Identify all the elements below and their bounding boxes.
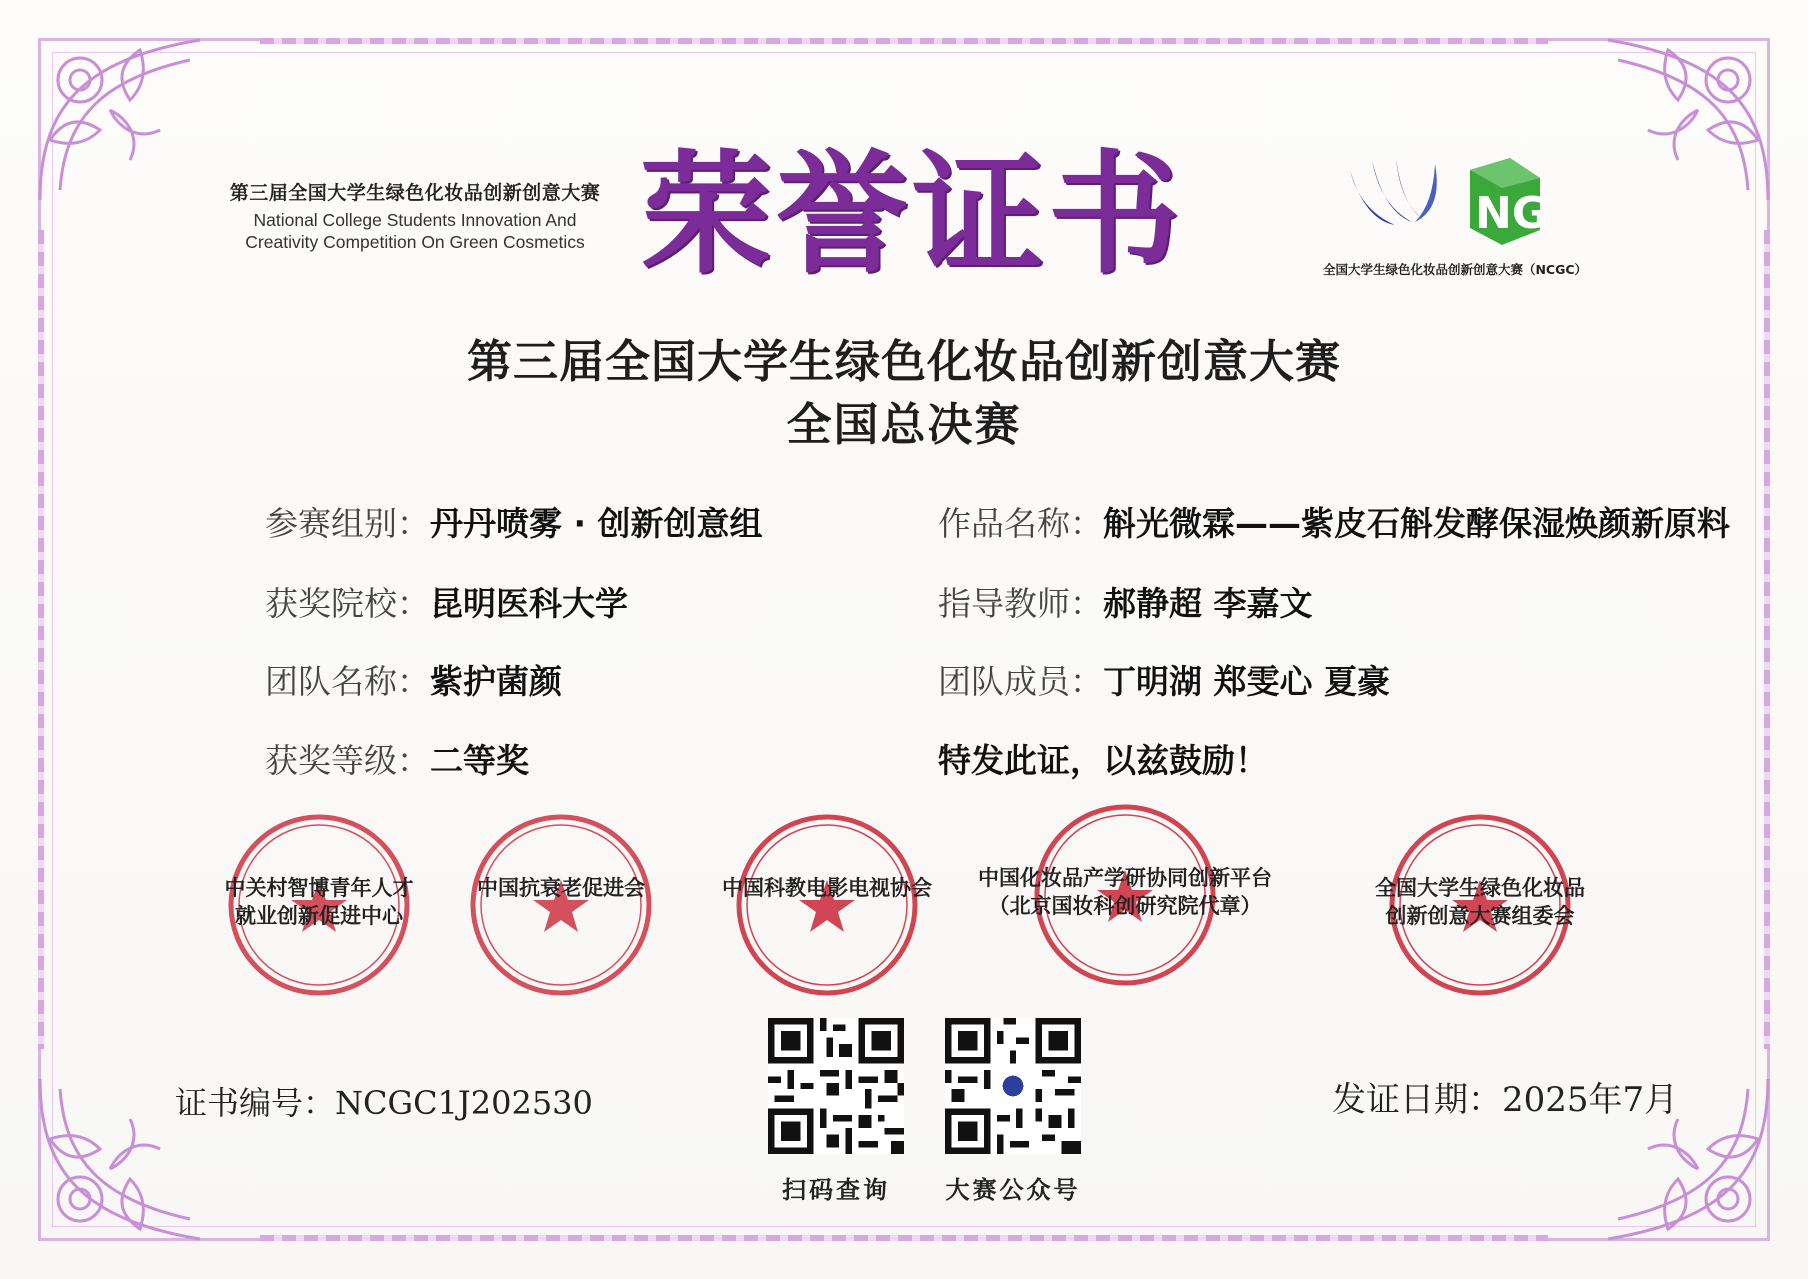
field-award-level [265, 735, 529, 782]
frame-band-top [260, 38, 1548, 44]
certificate-number [175, 1078, 593, 1124]
field-label: 参赛组别： [265, 504, 430, 543]
field-school [265, 578, 628, 625]
competition-title: 第三届全国大学生绿色化妆品创新创意大赛 [466, 335, 1341, 388]
field-team-members [938, 656, 1390, 703]
competition-subtitle: 全国总决赛 [786, 398, 1022, 451]
field-value: 斛光微霖——紫皮石斛发酵保湿焕颜新原料 [1103, 504, 1730, 543]
organizer-name-cn: 第三届全国大学生绿色化妆品创新创意大赛 [229, 183, 601, 204]
seal-line2: （北京国妆科创研究院代章） [988, 894, 1262, 918]
field-value: 紫护菌颜 [430, 662, 562, 701]
seal-line1: 中关村智博青年人才 [224, 876, 414, 900]
qr-code-official-account-icon[interactable] [945, 1018, 1081, 1154]
field-label: 作品名称： [938, 504, 1103, 543]
logo-letters: NG [1475, 188, 1548, 239]
seal-line1: 中国科教电影电视协会 [722, 876, 932, 900]
field-group [265, 498, 763, 545]
field-label: 获奖院校： [265, 584, 430, 623]
seal [224, 810, 414, 1000]
seal [466, 810, 656, 1000]
qr-code-query-icon[interactable] [768, 1018, 904, 1154]
qr-label-query: 扫码查询 [782, 1176, 890, 1204]
frame-band-bottom [260, 1235, 1548, 1241]
field-work-name [938, 498, 1730, 545]
field-teacher [938, 578, 1313, 625]
ncgc-logo-icon [1330, 150, 1560, 250]
closing-statement: 特发此证，以兹鼓励！ [938, 741, 1268, 780]
seal-line2: 就业创新促进中心 [235, 904, 403, 928]
seal [1375, 810, 1585, 1000]
seal-line1: 中国抗衰老促进会 [477, 876, 645, 900]
red-seal-icon [732, 810, 922, 1000]
seal [978, 800, 1272, 990]
organizer-block [205, 178, 625, 253]
field-label: 指导教师： [938, 584, 1103, 623]
field-value: 二等奖 [430, 741, 529, 780]
logo-caption: 全国大学生绿色化妆品创新创意大赛（NCGC） [1322, 262, 1588, 277]
seal [722, 810, 932, 1000]
issue-date-label: 发证日期： [1332, 1080, 1502, 1120]
certificate-number-value: NCGC1J202530 [335, 1084, 593, 1122]
seal-line1: 中国化妆品产学研协同创新平台 [978, 866, 1272, 890]
qr-label-official-account: 大赛公众号 [945, 1176, 1081, 1204]
field-value: 昆明医科大学 [430, 584, 628, 623]
organizer-name-en-line2: Creativity Competition On Green Cosmetics [245, 232, 585, 252]
field-team-name [265, 656, 562, 703]
seal-line1: 全国大学生绿色化妆品 [1375, 876, 1585, 900]
organizer-name-en-line1: National College Students Innovation And [253, 210, 577, 230]
field-value: 丹丹喷雾 · 创新创意组 [430, 504, 763, 543]
red-seal-icon [466, 810, 656, 1000]
field-value: 郝静超 李嘉文 [1103, 584, 1313, 623]
field-label: 获奖等级： [265, 741, 430, 780]
field-value: 丁明湖 郑雯心 夏豪 [1103, 662, 1390, 701]
certificate-title: 荣誉证书 [640, 138, 1184, 292]
competition-logo [1290, 150, 1630, 280]
issue-date-value: 2025年7月 [1502, 1080, 1679, 1120]
field-label: 团队成员： [938, 662, 1103, 701]
certificate-number-label: 证书编号： [175, 1084, 336, 1122]
field-label: 团队名称： [265, 662, 430, 701]
corner-ornament-icon [20, 20, 220, 220]
seal-line2: 创新创意大赛组委会 [1385, 904, 1575, 928]
issue-date [1332, 1072, 1678, 1121]
